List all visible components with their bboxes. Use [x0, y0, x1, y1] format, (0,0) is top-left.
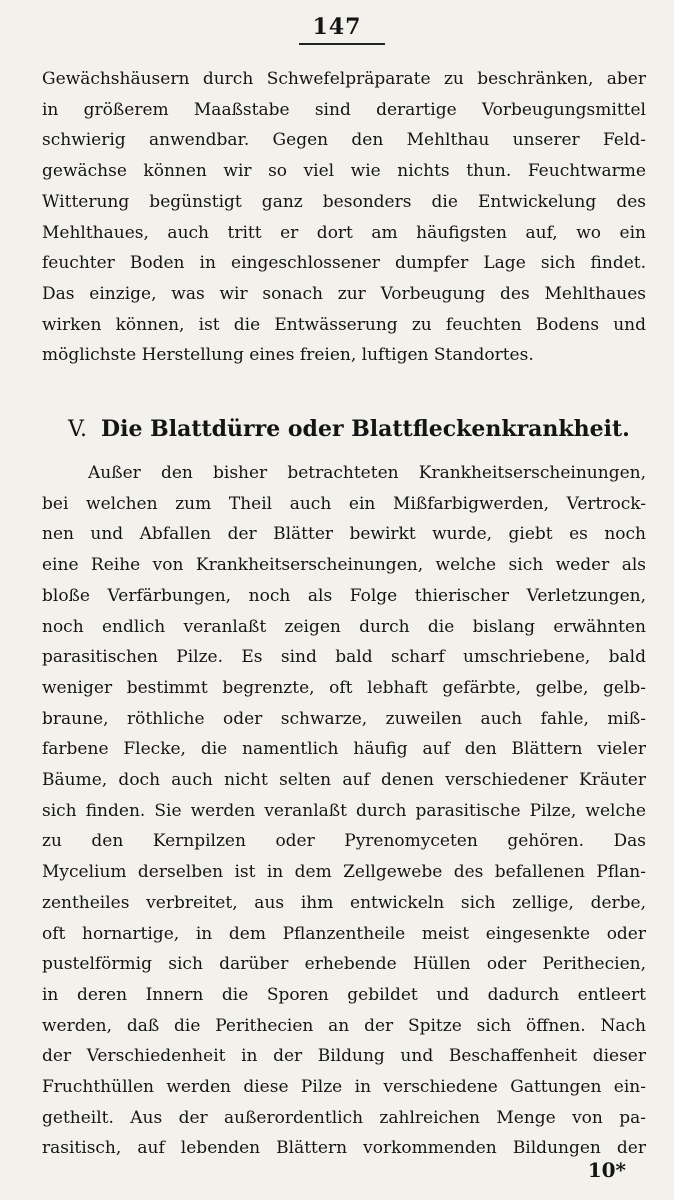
section-number: V.	[68, 417, 88, 442]
text-line: rasitisch, auf lebenden Blättern vorkommenden Bildungen der	[42, 1138, 646, 1159]
text-line: pustelförmig sich darüber erhebende Hüllen oder Perithecien,	[42, 954, 646, 975]
text-line: getheilt. Aus der außerordentlich zahlreichen Menge von pa-	[42, 1107, 646, 1128]
signature-mark: 10*	[587, 1158, 626, 1182]
text-line: sich finden. Sie werden veranlaßt durch parasitische Pilze, welche	[42, 800, 646, 821]
text-line: weniger bestimmt begrenzte, oft lebhaft gefärbte, gelbe, gelb-	[42, 677, 646, 698]
text-line: zentheiles verbreitet, aus ihm entwickeln sich zellige, derbe,	[42, 892, 646, 913]
text-line: in deren Innern die Sporen gebildet und dadurch entleert	[42, 984, 646, 1005]
text-line: noch endlich veranlaßt zeigen durch die bislang erwähnten	[42, 616, 646, 637]
text-line: Fruchthüllen werden diese Pilze in verschiedene Gattungen ein-	[42, 1077, 646, 1098]
text-line: Mehlthaues, auch tritt er dort am häufigsten auf, wo ein	[42, 222, 646, 243]
text-line: zu den Kernpilzen oder Pyrenomyceten gehören. Das	[42, 831, 646, 852]
text-line: Das einzige, was wir sonach zur Vorbeugung des Mehlthaues	[42, 283, 646, 304]
text-line: farbene Flecke, die namentlich häufig auf den Blättern vieler	[42, 739, 646, 760]
text-line: bei welchen zum Theil auch ein Mißfarbigwerden, Vertrock-	[42, 493, 646, 514]
text-line: braune, röthliche oder schwarze, zuweilen auch fahle, miß-	[42, 708, 646, 729]
text-line: der Verschiedenheit in der Bildung und Beschaffenheit dieser	[42, 1046, 646, 1067]
section-heading	[68, 416, 628, 442]
text-line: Bäume, doch auch nicht selten auf denen verschiedener Kräuter	[42, 770, 646, 791]
text-line: feuchter Boden in eingeschlossener dumpfer Lage sich findet.	[42, 253, 646, 274]
text-line: wirken können, ist die Entwässerung zu feuchten Bodens und	[42, 314, 646, 335]
paragraph-1	[42, 64, 646, 371]
text-line: Gewächshäusern durch Schwefelpräparate zu beschränken, aber	[42, 69, 646, 89]
text-line: nen und Abfallen der Blätter bewirkt wurde, giebt es noch	[42, 524, 646, 545]
page-number: 147	[312, 14, 362, 40]
text-line: Außer den bisher betrachteten Krankheitserscheinungen,	[88, 463, 646, 483]
text-line: Mycelium derselben ist in dem Zellgewebe des befallenen Pflan-	[42, 862, 646, 883]
paragraph-2	[42, 458, 646, 1164]
text-line: Witterung begünstigt ganz besonders die Entwickelung des	[42, 191, 646, 212]
text-line: parasitischen Pilze. Es sind bald scharf umschriebene, bald	[42, 647, 646, 668]
section-title: Die Blattdürre oder Blattfleckenkrankheit.	[101, 416, 630, 442]
text-line: in größerem Maaßstabe sind derartige Vorbeugungsmittel	[42, 99, 646, 120]
text-line: möglichste Herstellung eines freien, luftigen Standortes.	[42, 345, 534, 366]
text-line: werden, daß die Perithecien an der Spitze sich öffnen. Nach	[42, 1015, 646, 1036]
text-line: gewächse können wir so viel wie nichts thun. Feuchtwarme	[42, 161, 646, 182]
text-line: schwierig anwendbar. Gegen den Mehlthau unserer Feld-	[42, 130, 646, 151]
text-line: bloße Verfärbungen, noch als Folge thierischer Verletzungen,	[42, 585, 646, 606]
header-rule	[299, 43, 385, 45]
text-line: oft hornartige, in dem Pflanzentheile meist eingesenkte oder	[42, 923, 646, 944]
text-line: eine Reihe von Krankheitserscheinungen, welche sich weder als	[42, 555, 646, 576]
